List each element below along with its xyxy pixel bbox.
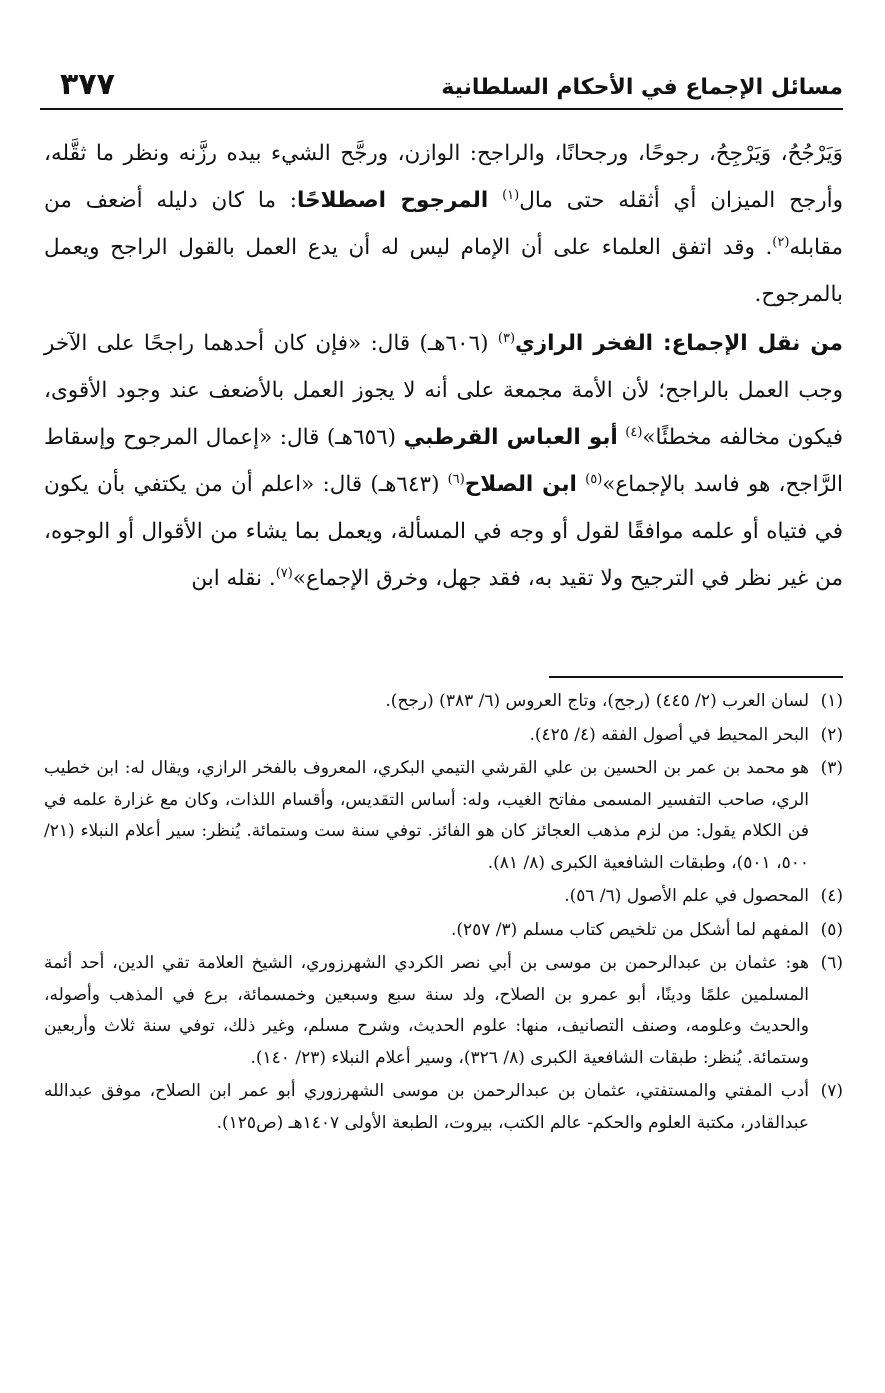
footnote-text: هو محمد بن عمر بن الحسين بن علي القرشي التيمي البكري، المعروف بالفخر الرازي، ويقال له: ابن خطيب الري، صاحب التفسير المسمى مفاتح الغيب، وله: أساس التقديس، وأقسام اللذات، وكان مع غزارة علمه في فن الكلام يقول: من لزم مذهب العجائز كان هو الفائز. توفي سنة ست وستمائة. يُنظر: سير أعلام النبلاء (٢١/ ٥٠٠، ٥٠١)، وطبقات الشافعية الكبرى (٨/ ٨١). [44, 758, 809, 873]
footnote [44, 881, 843, 913]
footnote-number: (٢) [820, 724, 843, 745]
footnotes-list [44, 686, 843, 1139]
bold-term: المرجوح اصطلاحًا [297, 188, 489, 213]
paragraph-definition: وَيَرْجُحُ، وَيَرْجِحُ، رجوحًا، ورجحانًا، والراجح: الوازن، ورجَّح الشيء بيده رزَّنه ونظر ما ثقَّله، وأرجح الميزان أي أثقله حتى مال$^{(١)}$ المرجوح اصطلاحًا: ما كان دليله أضعف من مقابله$^{(٢)}$. وقد اتفق العلماء على أن الإمام ليس له أن يدع العمل بالقول الراجح ويعمل بالمرجوح. [44, 141, 844, 307]
footnote [44, 720, 843, 752]
footnote-ref: (٢) [772, 234, 790, 250]
footnote-ref: (٧) [275, 565, 293, 581]
footnote-number: (١) [820, 691, 843, 711]
paragraph-consensus: من نقل الإجماع: الفخر الرازي$^{(٣)}$ (٦٠٦هـ) قال: «فإن كان أحدهما راجحًا على الآخر وجب العمل بالراجح؛ لأن الأمة مجمعة على أنه لا يجوز العمل بالأضعف عند وجود الأقوى، فيكون مخالفه مخطئًا»$^{(٤)}$ أبو العباس القرطبي (٦٥٦هـ) قال: «إعمال المرجوح وإسقاط الرَّاجح، هو فاسد بالإجماع»$^{(٥)}$ ابن الصلاح$^{(٦)}$ (٦٤٣هـ) قال: «اعلم أن من يكتفي بأن يكون في فتياه أو علمه موافقًا لقول أو وجه في المسألة، ويعمل بما يشاء من الأقوال أو الوجوه، من غير نظر في الترجيح ولا تقيد به، فقد جهل، وخرق الإجماع»$^{(٧)}$. نقله ابن [44, 330, 843, 591]
footnote [44, 915, 843, 947]
footnote [44, 1076, 843, 1139]
page-header [40, 56, 843, 110]
footnote-number: (٤) [820, 886, 843, 906]
footnote-ref: (٤) [625, 424, 643, 440]
footnote-text: البحر المحيط في أصول الفقه (٤/ ٤٢٥). [529, 724, 809, 745]
footnote-ref: (١) [502, 187, 520, 203]
footnote [44, 948, 843, 1074]
footnote [44, 686, 843, 718]
bold-term: ابن الصلاح [464, 472, 577, 497]
footnote-ref: (٥) [585, 471, 603, 487]
footnote-number: (٥) [820, 919, 843, 940]
footnote-number: (٧) [820, 1081, 843, 1101]
footnote-text: أدب المفتي والمستفتي، عثمان بن عبدالرحمن بن موسى الشهرزوري أبو عمر ابن الصلاح، موفق عبدالله عبدالقادر، مكتبة العلوم والحكم- عالم الكتب، بيروت، الطبعة الأولى ١٤٠٧هـ (ص١٢٥). [44, 1081, 809, 1133]
footnote-text: لسان العرب (٢/ ٤٤٥) (رجح)، وتاج العروس (٦/ ٣٨٣) (رجح). [385, 691, 809, 711]
footnote-divider [549, 676, 843, 678]
running-title: مسائل الإجماع في الأحكام السلطانية [441, 75, 843, 100]
footnote-number: (٦) [820, 953, 843, 973]
footnote [44, 753, 843, 879]
footnote-number: (٣) [820, 758, 843, 778]
footnote-ref: (٦) [447, 471, 465, 487]
bold-term: أبو العباس القرطبي [403, 425, 618, 450]
main-text [44, 130, 843, 602]
footnote-text: المفهم لما أشكل من تلخيص كتاب مسلم (٣/ ٢٥٧). [450, 919, 809, 940]
footnote-text: المحصول في علم الأصول (٦/ ٥٦). [564, 886, 809, 906]
footnote-text: هو: عثمان بن عبدالرحمن بن موسى بن أبي نصر الكردي الشهرزوري، الشيخ العلامة تقي الدين، أحد أئمة المسلمين علمًا ودينًا، أبو عمرو بن الصلاح، ولد سنة سبع وسبعين وخمسمائة، برع في المذهب وأصوله، والحديث وعلومه، وصنف التصانيف، منها: علوم الحديث، وشرح مسلم، وغير ذلك، توفي سنة ثلاث وأربعين وستمائة. يُنظر: طبقات الشافعية الكبرى (٨/ ٣٢٦)، وسير أعلام النبلاء (٢٣/ ١٤٠). [44, 953, 809, 1068]
footnote-ref: (٣) [497, 330, 516, 346]
page-number: ٣٧٧ [60, 67, 115, 102]
bold-term: من نقل الإجماع: الفخر الرازي [515, 331, 843, 356]
